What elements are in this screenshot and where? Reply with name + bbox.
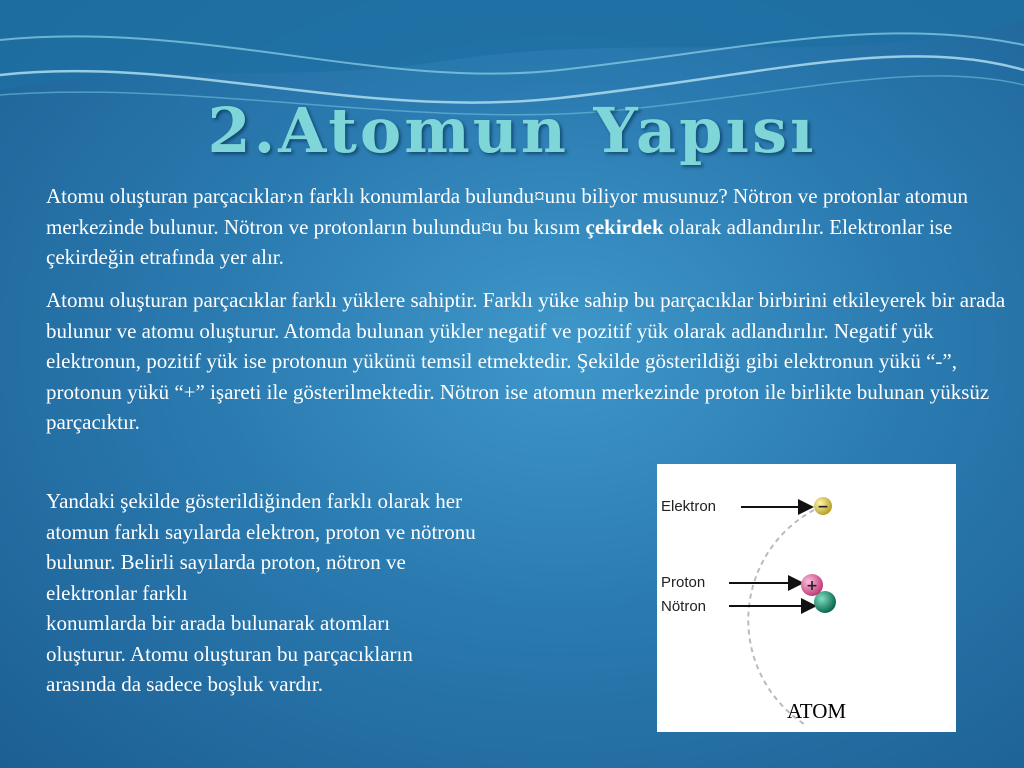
paragraph-particle-positions <box>46 181 1016 273</box>
paragraph-text: Atomu oluşturan parçacıklar›n farklı konumlarda bulundu¤unu biliyor musunuz? Nötron ve protonlar atomun merkezinde bulunur. Nötron ve protonların bulundu¤u bu kısım <box>46 184 969 239</box>
text-line: arasında da sadece boşluk vardır. <box>46 672 323 696</box>
atom-diagram <box>657 464 956 732</box>
electron-sign: − <box>817 499 829 515</box>
text-line: Yandaki şekilde gösterildiğinden farklı olarak her <box>46 489 463 513</box>
proton-sign: + <box>806 578 818 594</box>
bold-term-nucleus: çekirdek <box>585 214 664 239</box>
text-line: konumlarda bir arada bulunarak atomları <box>46 611 391 635</box>
text-line: bulunur. Belirli sayılarda proton, nötron ve <box>46 550 406 574</box>
figure-caption: ATOM <box>786 699 847 723</box>
paragraph-particle-charges: Atomu oluşturan parçacıklar farklı yüklere sahiptir. Farklı yüke sahip bu parçacıklar birbirini etkileyerek bir arada bulunur ve atomu oluşturur. Atomda bulunan yükler negatif ve pozitif yük olarak adlandırılır. Negatif yük elektronun, pozitif yük ise protonun yükünü temsil etmektedir. Şekilde gösterildiği gibi elektronun yükü “-”, protonun yükü “+” işareti ile gösterilmektedir. Nötron ise atomun merkezinde proton ile birlikte bulunan yüksüz parçacıktır. <box>46 288 1006 434</box>
slide-title: 2.Atomun Yapısı <box>207 94 817 167</box>
paragraph-atom-differences <box>46 486 626 700</box>
text-line: oluşturur. Atomu oluşturan bu parçacıkların <box>46 641 413 666</box>
proton-label: Proton <box>661 574 706 591</box>
electron-label: Elektron <box>661 498 717 515</box>
electron-orbit <box>748 506 822 726</box>
text-line: atomun farklı sayılarda elektron, proton ve nötronu <box>46 519 476 544</box>
atom-diagram-svg <box>657 464 956 732</box>
neutron-label: Nötron <box>661 598 707 615</box>
paragraph-text: olarak adlandırılır. Elektronlar ise çekirdeğin etrafında yer alır. <box>46 214 953 269</box>
text-line: elektronlar farklı <box>46 580 188 605</box>
